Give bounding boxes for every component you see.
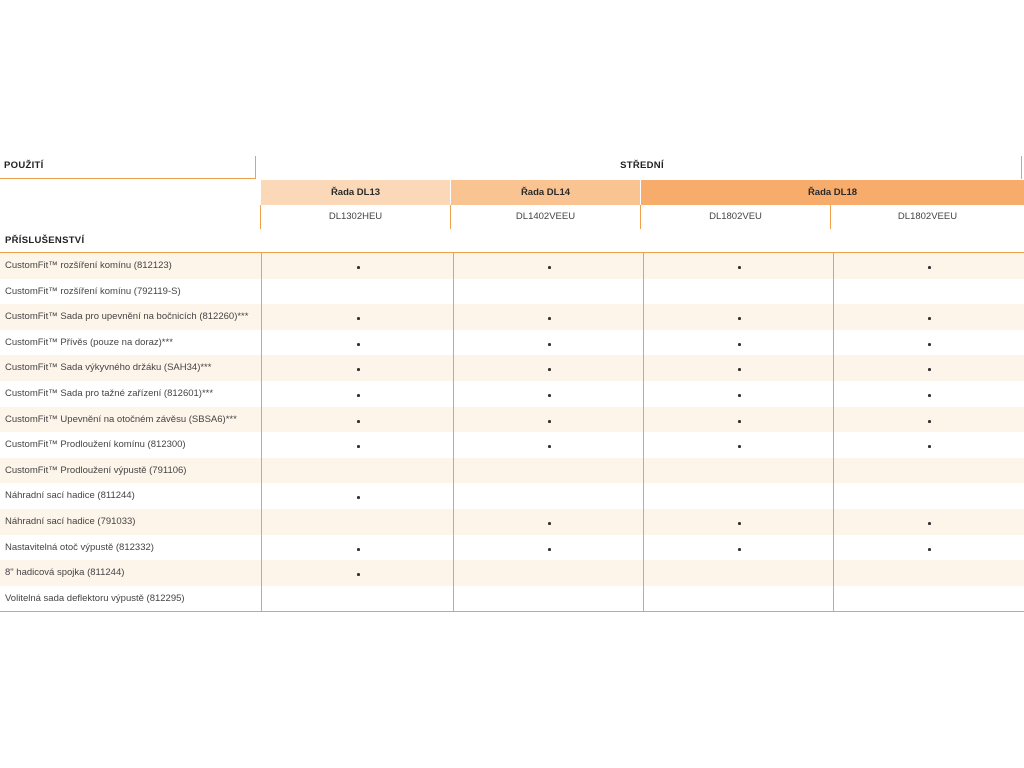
availability-dot [738,368,741,371]
availability-dot [357,445,360,448]
availability-dot [548,420,551,423]
row-label: CustomFit™ Prodloužení výpustě (791106) [5,465,187,476]
availability-dot [548,445,551,448]
availability-dot [928,368,931,371]
availability-dot [357,548,360,551]
availability-dot [548,317,551,320]
table-bottom-border [0,611,1024,612]
availability-dot [928,445,931,448]
availability-dot [738,445,741,448]
row-label: CustomFit™ rozšíření komínu (792119-S) [5,286,181,297]
model-divider-4 [830,205,831,229]
header-divider-vertical [255,156,256,179]
model-3: DL1802VEU [709,211,762,222]
availability-dot [928,548,931,551]
row-label: Náhradní sací hadice (811244) [5,490,135,501]
category-divider-right [1021,156,1022,179]
column-divider [261,253,262,611]
availability-dot [738,266,741,269]
availability-dot [357,317,360,320]
model-divider-1 [260,205,261,229]
availability-dot [928,522,931,525]
availability-dot [357,343,360,346]
availability-dot [357,266,360,269]
row-label: 8" hadicová spojka (811244) [5,567,125,578]
availability-dot [548,266,551,269]
availability-dot [548,368,551,371]
row-label: CustomFit™ Prodloužení komínu (812300) [5,439,186,450]
category-header: STŘEDNÍ [620,160,664,171]
availability-dot [738,548,741,551]
model-1: DL1302HEU [328,211,383,222]
row-label: Náhradní sací hadice (791033) [5,516,136,527]
availability-dot [738,420,741,423]
availability-dot [738,522,741,525]
availability-dot [357,394,360,397]
availability-dot [738,317,741,320]
accessories-header: PŘÍSLUŠENSTVÍ [5,235,85,246]
series-dl13: Řada DL13 [261,180,450,205]
model-4: DL1802VEEU [897,211,958,222]
column-divider [833,253,834,611]
availability-dot [928,317,931,320]
model-2: DL1402VEEU [515,211,576,222]
availability-dot [357,496,360,499]
availability-dot [548,394,551,397]
column-divider [643,253,644,611]
table-row [0,560,1024,586]
row-label: CustomFit™ Sada pro upevnění na bočnicích (812260)*** [5,311,249,322]
availability-dot [928,394,931,397]
row-label: CustomFit™ rozšíření komínu (812123) [5,260,172,271]
series-dl18: Řada DL18 [641,180,1024,205]
availability-dot [357,420,360,423]
availability-dot [548,522,551,525]
model-divider-3 [640,205,641,229]
row-label: Nastavitelná otoč výpustě (812332) [5,542,154,553]
model-divider-2 [450,205,451,229]
table-row [0,509,1024,535]
availability-dot [928,266,931,269]
availability-dot [928,420,931,423]
series-dl14: Řada DL14 [451,180,640,205]
availability-dot [357,368,360,371]
row-label: CustomFit™ Sada výkyvného držáku (SAH34)*** [5,362,212,373]
availability-dot [548,548,551,551]
availability-dot [738,394,741,397]
usage-header-underline [0,178,255,179]
row-label: Volitelná sada deflektoru výpustě (812295) [5,593,185,604]
row-label: CustomFit™ Sada pro tažné zařízení (812601)*** [5,388,214,399]
availability-dot [738,343,741,346]
availability-dot [357,573,360,576]
availability-dot [548,343,551,346]
availability-dot [928,343,931,346]
table-row [0,483,1024,509]
usage-header: POUŽITÍ [4,160,44,171]
row-label: CustomFit™ Upevnění na otočném závěsu (SBSA6)*** [5,414,237,425]
column-divider [453,253,454,611]
row-label: CustomFit™ Přívěs (pouze na doraz)*** [5,337,173,348]
